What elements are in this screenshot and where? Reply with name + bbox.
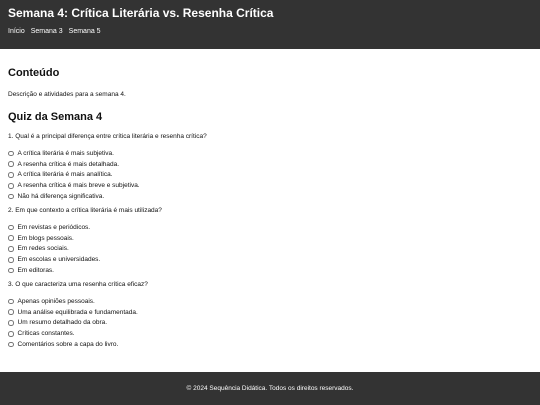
answer-option-label: Não há diferença significativa. [17,193,105,201]
nav-link-inicio[interactable]: Início [8,28,25,35]
quiz-question [8,133,532,202]
radio-button[interactable] [8,183,14,189]
question-text: 3. O que caracteriza uma resenha crítica eficaz? [8,280,148,288]
answer-option[interactable] [8,233,532,244]
answer-option-label: Em revistas e periódicos. [17,223,91,231]
answer-option[interactable] [8,191,532,202]
answer-option-label: Apenas opiniões pessoais. [17,297,95,305]
answer-option[interactable] [8,254,532,265]
nav-link-semana-5[interactable]: Semana 5 [68,28,101,35]
answer-option-label: Uma análise equilibrada e fundamentada. [17,308,138,316]
quiz-question [8,281,532,350]
answer-option-label: A resenha crítica é mais breve e subjetiva. [17,182,140,190]
radio-button[interactable] [8,268,14,274]
radio-button[interactable] [8,194,14,200]
footer-text: © 2024 Sequência Didática. Todos os direitos reservados. [186,385,354,392]
radio-button[interactable] [8,342,14,348]
quiz-question [8,207,532,276]
quiz-questions [8,133,532,350]
radio-button[interactable] [8,299,14,305]
answer-option[interactable] [8,180,532,191]
answer-option-label: A resenha crítica é mais detalhada. [17,160,120,168]
main-content [8,67,532,355]
answer-option[interactable] [8,265,532,276]
answer-option[interactable] [8,296,532,307]
question-text: 2. Em que contexto a crítica literária é mais utilizada? [8,206,162,214]
page-footer [0,372,540,405]
page-header [0,0,540,49]
radio-button[interactable] [8,309,14,315]
answer-option-label: Em escolas e universidades. [17,256,101,264]
radio-button[interactable] [8,151,14,157]
radio-button[interactable] [8,331,14,337]
page-title: Semana 4: Crítica Literária vs. Resenha Crítica [8,6,274,20]
answer-option-label: A crítica literária é mais subjetiva. [17,149,114,157]
nav-link-semana-3[interactable]: Semana 3 [30,28,63,35]
answer-option-label: A crítica literária é mais analítica. [17,171,113,179]
answer-option[interactable] [8,318,532,329]
answer-option[interactable] [8,148,532,159]
content-heading: Conteúdo [8,67,60,79]
question-text: 1. Qual é a principal diferença entre crítica literária e resenha crítica? [8,133,207,140]
radio-button[interactable] [8,172,14,178]
answer-option[interactable] [8,222,532,233]
answer-option-label: Críticas constantes. [17,330,75,338]
answer-option-label: Em editoras. [17,267,54,275]
answer-option[interactable] [8,244,532,255]
answer-option[interactable] [8,159,532,170]
radio-button[interactable] [8,235,14,241]
answer-option-label: Em redes sociais. [17,245,69,253]
answer-option-label: Em blogs pessoais. [17,234,74,242]
answer-option-label: Um resumo detalhado da obra. [17,319,108,327]
radio-button[interactable] [8,246,14,252]
radio-button[interactable] [8,320,14,326]
answer-option[interactable] [8,328,532,339]
quiz-heading: Quiz da Semana 4 [8,111,103,123]
answer-option[interactable] [8,339,532,350]
answer-option[interactable] [8,170,532,181]
radio-button[interactable] [8,161,14,167]
answer-option[interactable] [8,307,532,318]
radio-button[interactable] [8,257,14,263]
content-description: Descrição e atividades para a semana 4. [8,91,126,98]
main-nav [8,28,101,35]
radio-button[interactable] [8,225,14,231]
answer-option-label: Comentários sobre a capa do livro. [17,341,119,349]
